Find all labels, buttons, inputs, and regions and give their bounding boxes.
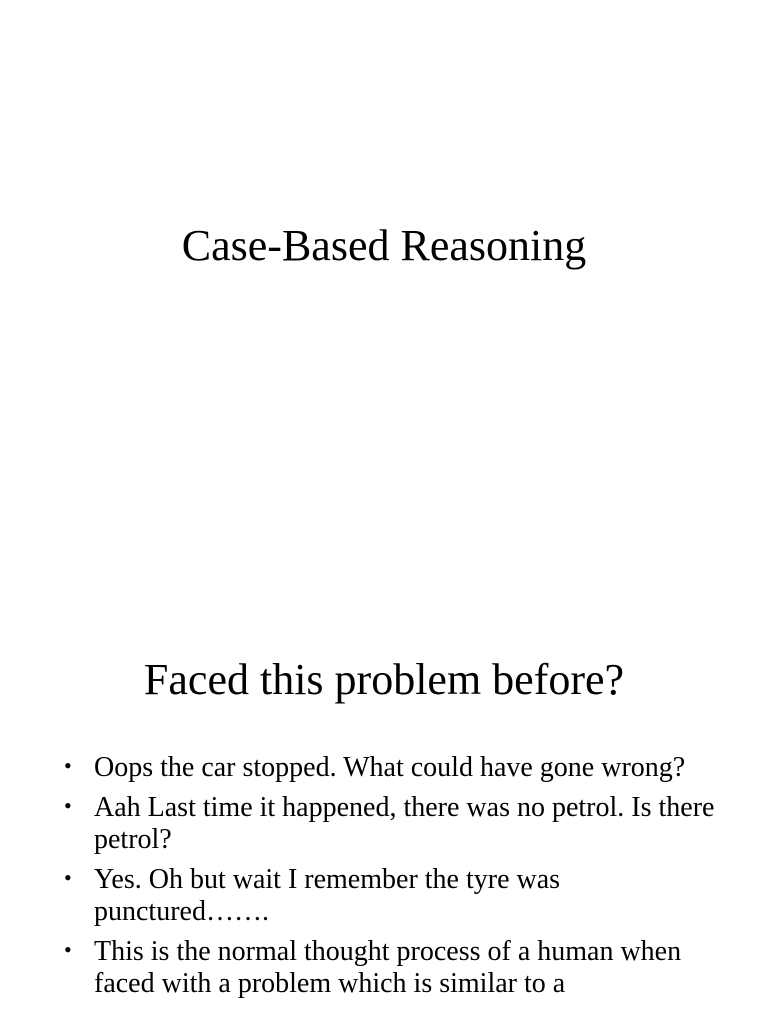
bullet-icon: • xyxy=(64,753,72,778)
slide-content xyxy=(0,576,768,1024)
bullet-text: Yes. Oh but wait I remember the tyre was punctured……. xyxy=(94,864,561,927)
slide-title-heading: Case-Based Reasoning xyxy=(181,221,587,270)
bullet-item xyxy=(60,936,720,1000)
bullet-icon: • xyxy=(64,865,72,890)
bullet-list xyxy=(60,752,720,1008)
bullet-icon: • xyxy=(64,793,72,818)
bullet-text: This is the normal thought process of a human when faced with a problem which is similar to a xyxy=(94,936,682,999)
slide-heading: Faced this problem before? xyxy=(143,655,625,704)
bullet-icon: • xyxy=(64,937,72,962)
bullet-item xyxy=(60,864,720,928)
bullet-text: Aah Last time it happened, there was no petrol. Is there petrol? xyxy=(94,792,715,855)
bullet-item xyxy=(60,792,720,856)
bullet-item xyxy=(60,752,720,784)
bullet-text: Oops the car stopped. What could have gone wrong? xyxy=(94,752,686,783)
